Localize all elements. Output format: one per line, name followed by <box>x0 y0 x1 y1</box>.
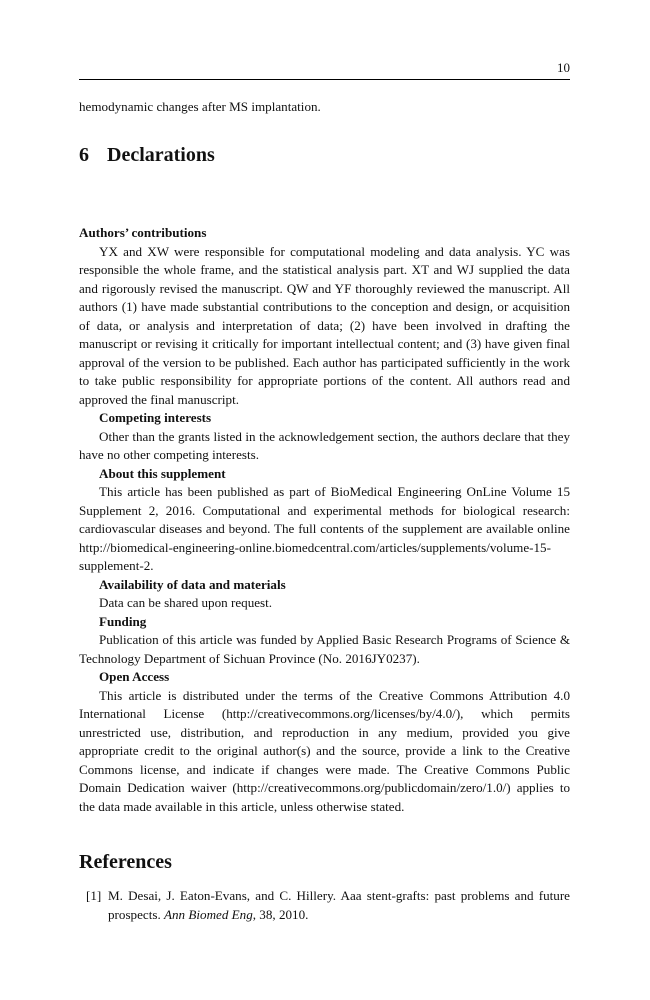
decl-body-authors: YX and XW were responsible for computational modeling and data analysis. YC was responsible the whole frame, and the statistical analysis part. XT and WJ supplied the data and rigorously revised the manuscript. QW and YF thoroughly reviewed the manuscript. All authors (1) have made substantial contributions to the conception and design, or acquisition of data, or analysis and interpretation of data; (2) have been involved in drafting the manuscript or revising it critically for important intellectual content; and (3) have given final approval of the version to be published. Each author has participated sufficiently in the work to take public responsibility for appropriate portions of the content. All authors read and approved the final manuscript. <box>79 243 570 407</box>
section-number: 6 <box>79 144 89 166</box>
decl-heading-availability: Availability of data and materials <box>99 576 286 592</box>
decl-body-supplement: This article has been published as part of BioMedical Engineering OnLine Volume 15 Supplement 2, 2016. Computational and experimental methods for biological research: cardiovascular diseases and beyond. The full contents of the supplement are available online http://biomedical-engineering-online.biomedcentral.com/articles/supplements/volume-15-supplement-2. <box>79 484 570 573</box>
decl-body-competing: Other than the grants listed in the acknowledgement section, the authors declare that they have no other competing interests. <box>79 428 570 462</box>
decl-heading-competing: Competing interests <box>99 410 212 425</box>
references-heading: References <box>79 851 172 873</box>
reference-journal: Ann Biomed Eng <box>164 906 253 922</box>
decl-heading-funding: Funding <box>99 613 147 629</box>
decl-heading-supplement: About this supplement <box>99 465 226 481</box>
intro-text: hemodynamic changes after MS implantation. <box>79 99 321 114</box>
page-number: 10 <box>557 60 570 75</box>
decl-body-open-access: This article is distributed under the terms of the Creative Commons Attribution 4.0 International License (http://creativecommons.org/licenses/by/4.0/), which permits unrestricted use, distribution, and reproduction in any medium, provided you give appropriate credit to the original author(s) and the source, provide a link to the Creative Commons license, and indicate if changes were made. The Creative Commons Public Domain Dedication waiver (http://creativecommons.org/publicdomain/zero/1.0/) applies to the data made available in this article, unless otherwise stated. <box>79 687 570 814</box>
decl-heading-authors: Authors’ contributions <box>79 225 207 240</box>
reference-authors-title: M. Desai, J. Eaton-Evans, and C. Hillery. Aaa stent-grafts: past problems and future prospects. <box>108 888 570 922</box>
header-rule <box>79 79 570 80</box>
decl-body-availability: Data can be shared upon request. <box>99 595 273 610</box>
reference-label: [1] <box>86 888 102 903</box>
reference-item <box>79 887 570 924</box>
section-heading <box>79 142 215 168</box>
declarations-block <box>79 224 570 816</box>
reference-volume-year: , 38, 2010. <box>252 906 309 922</box>
reference-text <box>108 887 570 924</box>
decl-heading-open-access: Open Access <box>99 669 170 684</box>
section-title: Declarations <box>107 144 215 166</box>
decl-body-funding: Publication of this article was funded by Applied Basic Research Programs of Science & Technology Department of Sichuan Province (No. 2016JY0237). <box>79 632 570 666</box>
